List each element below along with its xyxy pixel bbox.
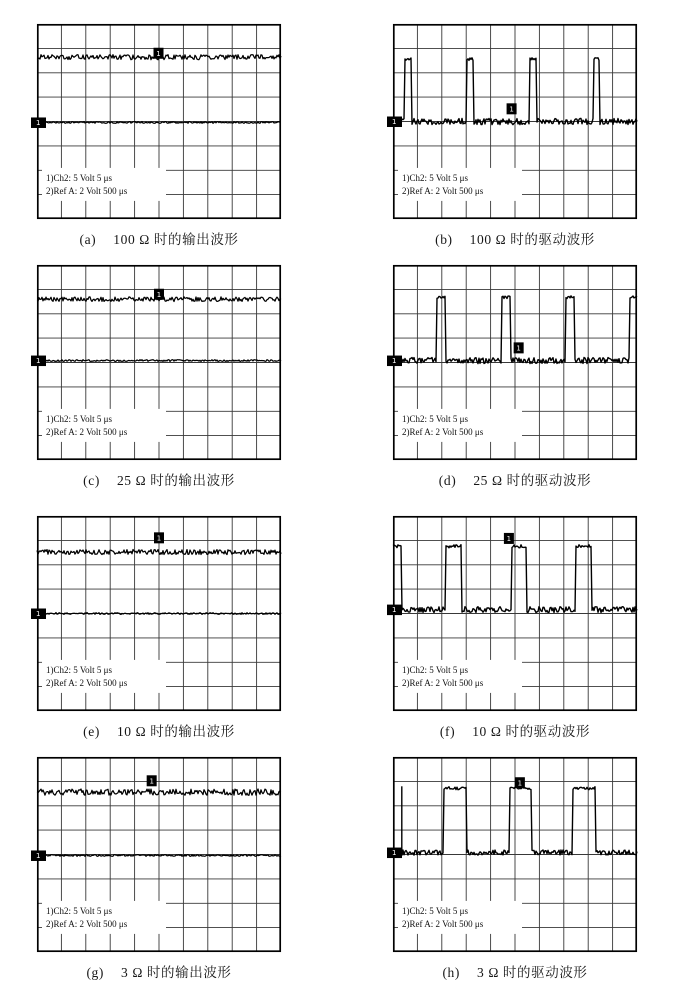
caption-index: (e)	[83, 724, 100, 739]
oscilloscope-screen-f	[393, 516, 637, 711]
channel-marker-label: 1	[391, 849, 397, 858]
scale-readout-line2: 2)Ref A: 2 Volt 500 μs	[46, 678, 128, 689]
scale-readout-line1: 1)Ch2: 5 Volt 5 μs	[46, 905, 113, 916]
scale-readout-line2: 2)Ref A: 2 Volt 500 μs	[402, 919, 484, 930]
caption-b	[393, 228, 637, 248]
caption-index: (c)	[83, 473, 100, 488]
trace-marker-label: 1	[509, 105, 514, 114]
panel-g	[37, 757, 281, 981]
scale-readout-line1: 1)Ch2: 5 Volt 5 μs	[46, 413, 113, 424]
caption-text: 25 Ω 时的驱动波形	[473, 473, 592, 488]
scale-readout-line1: 1)Ch2: 5 Volt 5 μs	[402, 905, 469, 916]
scale-readout-line2: 2)Ref A: 2 Volt 500 μs	[46, 186, 128, 197]
caption-index: (a)	[79, 232, 97, 247]
caption-index: (f)	[439, 724, 456, 739]
trace-marker-label: 1	[149, 777, 154, 786]
panel-d	[393, 265, 637, 489]
caption-g	[37, 961, 281, 981]
panel-b	[393, 24, 637, 248]
panel-c	[37, 265, 281, 489]
caption-text: 100 Ω 时的驱动波形	[469, 232, 595, 247]
oscilloscope-screen-c	[37, 265, 281, 460]
caption-text: 25 Ω 时的输出波形	[116, 473, 235, 488]
caption-a	[37, 228, 281, 248]
caption-text: 10 Ω 时的驱动波形	[472, 724, 591, 739]
trace-marker-label: 1	[156, 534, 162, 543]
trace-marker-label: 1	[156, 290, 162, 299]
caption-index: (d)	[438, 473, 457, 488]
caption-text: 3 Ω 时的驱动波形	[477, 965, 588, 980]
caption-index: (h)	[442, 965, 460, 980]
scale-readout-line1: 1)Ch2: 5 Volt 5 μs	[402, 172, 469, 183]
caption-text: 10 Ω 时的输出波形	[116, 724, 235, 739]
panel-a	[37, 24, 281, 248]
scale-readout-line1: 1)Ch2: 5 Volt 5 μs	[402, 664, 469, 675]
scale-readout-line2: 2)Ref A: 2 Volt 500 μs	[402, 427, 484, 438]
trace-marker-label: 1	[156, 49, 161, 58]
oscilloscope-screen-a	[37, 24, 281, 219]
waveform-trace-lower-trace	[37, 360, 281, 362]
trace-marker-label: 1	[516, 344, 521, 353]
caption-h	[393, 961, 637, 981]
channel-marker-label: 1	[391, 357, 397, 366]
trace-marker-label: 1	[506, 535, 512, 544]
figure-row-4	[0, 757, 680, 981]
oscilloscope-screen-d	[393, 265, 637, 460]
channel-marker-label: 1	[35, 852, 41, 861]
caption-index: (g)	[86, 965, 104, 980]
scale-readout-line2: 2)Ref A: 2 Volt 500 μs	[46, 919, 128, 930]
caption-text: 3 Ω 时的输出波形	[121, 965, 232, 980]
caption-index: (b)	[435, 232, 453, 247]
channel-marker-label: 1	[35, 119, 41, 128]
scale-readout-line2: 2)Ref A: 2 Volt 500 μs	[46, 427, 128, 438]
caption-c	[37, 469, 281, 489]
panel-f	[393, 516, 637, 740]
caption-f	[393, 720, 637, 740]
scale-readout-line1: 1)Ch2: 5 Volt 5 μs	[46, 172, 113, 183]
scale-readout-line2: 2)Ref A: 2 Volt 500 μs	[402, 186, 484, 197]
oscilloscope-screen-h	[393, 757, 637, 952]
figure-row-2	[0, 265, 680, 489]
figure-row-3	[0, 516, 680, 740]
channel-marker-label: 1	[391, 118, 397, 127]
oscilloscope-screen-b	[393, 24, 637, 219]
caption-d	[393, 469, 637, 489]
caption-text: 100 Ω 时的输出波形	[113, 232, 239, 247]
channel-marker-label: 1	[35, 357, 41, 366]
panel-e	[37, 516, 281, 740]
caption-e	[37, 720, 281, 740]
channel-marker-label: 1	[35, 610, 41, 619]
scale-readout-line2: 2)Ref A: 2 Volt 500 μs	[402, 678, 484, 689]
trace-marker-label: 1	[517, 779, 523, 788]
channel-marker-label: 1	[391, 606, 397, 615]
oscilloscope-screen-e	[37, 516, 281, 711]
panel-h	[393, 757, 637, 981]
oscilloscope-screen-g	[37, 757, 281, 952]
scale-readout-line1: 1)Ch2: 5 Volt 5 μs	[402, 413, 469, 424]
scale-readout-line1: 1)Ch2: 5 Volt 5 μs	[46, 664, 113, 675]
figure-row-1	[0, 24, 680, 248]
